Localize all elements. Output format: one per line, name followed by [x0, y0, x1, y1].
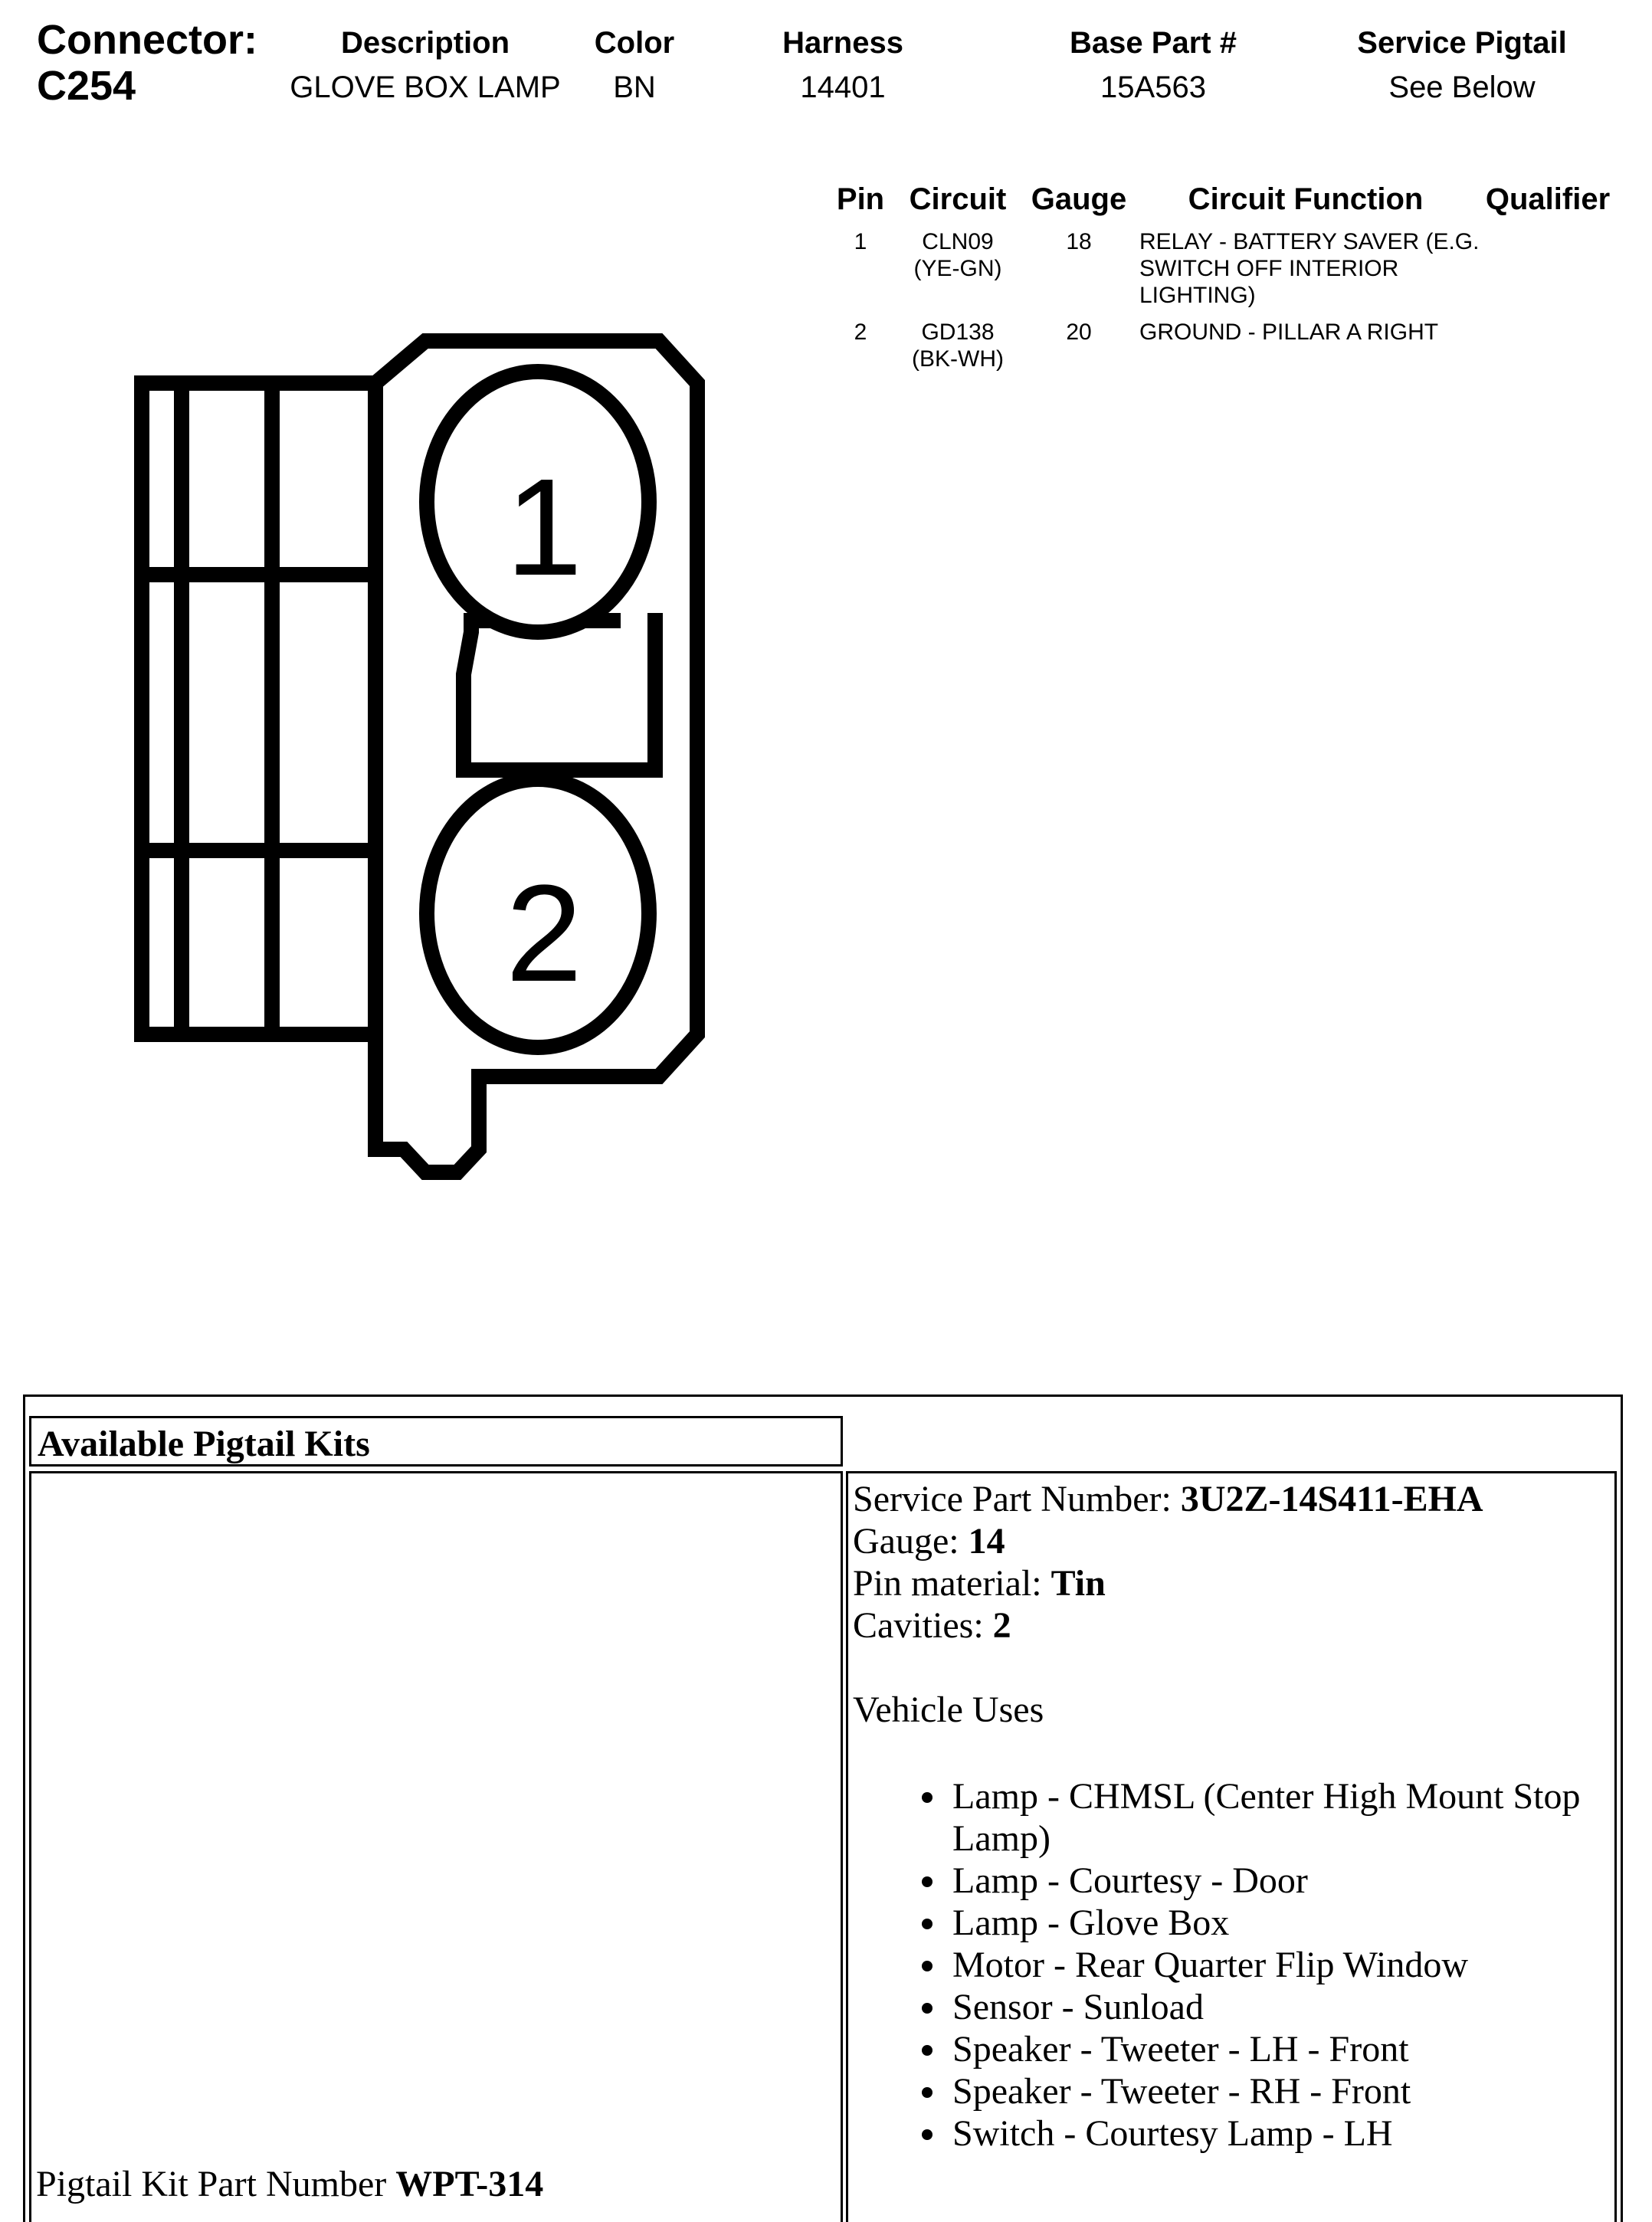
pigtail-title: Available Pigtail Kits — [38, 1424, 370, 1464]
circuit-function: RELAY - BATTERY SAVER (E.G. SWITCH OFF INTERIOR LIGHTING) — [1139, 229, 1480, 308]
connector-id: C254 — [37, 63, 136, 109]
cavities-value: 2 — [992, 1605, 1011, 1646]
pigtail-kit-cell — [29, 1471, 843, 2222]
list-item: • Switch - Courtesy Lamp - LH — [949, 2112, 1599, 2155]
base-part-value: 15A563 — [1100, 70, 1206, 104]
circuit-function-header: Circuit Function — [1188, 182, 1424, 216]
service-pigtail-header: Service Pigtail — [1357, 26, 1567, 60]
service-pigtail-value: See Below — [1388, 70, 1536, 104]
vehicle-uses-label: Vehicle Uses — [853, 1689, 1044, 1730]
harness-header: Harness — [782, 26, 903, 60]
vehicle-uses-list — [853, 1775, 1599, 2155]
gauge-line — [853, 1520, 1614, 1562]
pin-label-2: 2 — [505, 857, 583, 1011]
pigtail-spec-cell — [846, 1471, 1617, 2222]
list-item: • Speaker - Tweeter - LH - Front — [949, 2028, 1599, 2070]
gauge-label: Gauge: — [853, 1521, 969, 1562]
connector-label: Connector: — [37, 17, 257, 63]
list-item: • Motor - Rear Quarter Flip Window — [949, 1944, 1599, 1986]
gauge-header: Gauge — [1031, 182, 1127, 216]
base-part-header: Base Part # — [1070, 26, 1237, 60]
list-item: • Lamp - Glove Box — [949, 1902, 1599, 1944]
pin-material-line — [853, 1562, 1614, 1604]
wire-color: (YE-GN) — [913, 256, 1002, 281]
color-value: BN — [613, 70, 656, 104]
list-item: • Sensor - Sunload — [949, 1986, 1599, 2028]
gauge-value: 18 — [1066, 229, 1092, 254]
pin-number: 2 — [854, 320, 867, 345]
connector-key-notch — [464, 621, 655, 770]
circuit-id: CLN09 — [922, 229, 994, 254]
service-part-label: Service Part Number: — [853, 1479, 1181, 1519]
service-part-line — [853, 1478, 1614, 1520]
pin-material-value: Tin — [1051, 1563, 1106, 1604]
circuit-header: Circuit — [909, 182, 1007, 216]
pigtail-kit-number: WPT-314 — [395, 2164, 544, 2204]
list-item: • Lamp - Courtesy - Door — [949, 1860, 1599, 1902]
pin-number: 1 — [854, 229, 867, 254]
harness-value: 14401 — [800, 70, 886, 104]
circuit-function: GROUND - PILLAR A RIGHT — [1139, 320, 1439, 345]
wire-color: (BK-WH) — [912, 346, 1004, 372]
gauge-value: 14 — [968, 1521, 1005, 1562]
list-item: • Lamp - CHMSL (Center High Mount Stop Lamp) — [949, 1775, 1599, 1860]
color-header: Color — [594, 26, 675, 60]
list-item: • Speaker - Tweeter - RH - Front — [949, 2070, 1599, 2112]
pigtail-kit-label: Pigtail Kit Part Number — [36, 2164, 396, 2204]
pigtail-kit-part-number — [36, 2163, 543, 2205]
pigtail-title-cell — [29, 1416, 843, 1467]
cavities-label: Cavities: — [853, 1605, 993, 1646]
cavities-line — [853, 1604, 1614, 1647]
description-header: Description — [340, 26, 510, 60]
service-part-value: 3U2Z-14S411-EHA — [1180, 1479, 1483, 1519]
qualifier-header: Qualifier — [1485, 182, 1611, 216]
description-value: GLOVE BOX LAMP — [290, 70, 561, 104]
pin-header: Pin — [836, 182, 885, 216]
pin-label-1: 1 — [505, 451, 583, 605]
gauge-value: 20 — [1066, 320, 1092, 345]
circuit-id: GD138 — [921, 320, 995, 345]
connector-diagram — [126, 322, 724, 1188]
pin-material-label: Pin material: — [853, 1563, 1051, 1604]
